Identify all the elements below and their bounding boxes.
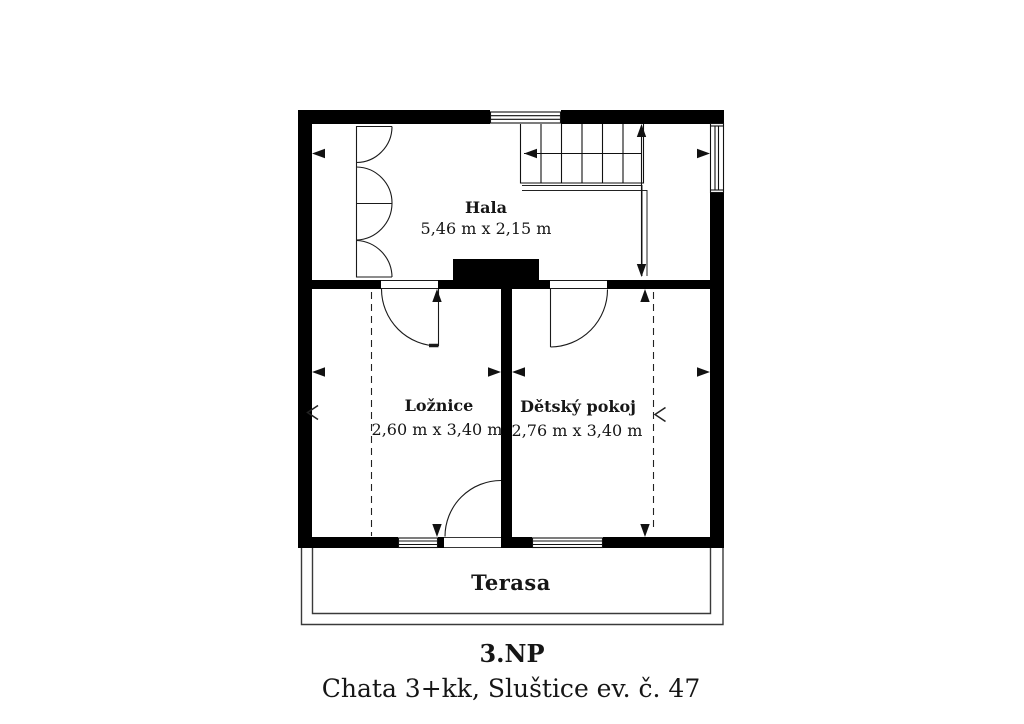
window-right: [711, 124, 724, 193]
door-terrace: [445, 481, 501, 537]
room-dims-loznice: 2,60 m x 3,40 m: [371, 420, 503, 439]
room-dims-detsky-pokoj: 2,76 m x 3,40 m: [511, 421, 643, 440]
slope-chevron-right: [655, 408, 666, 422]
window-bottom-right: [533, 538, 603, 548]
room-label-hala: Hala: [465, 198, 507, 217]
window-bottom-left: [399, 538, 438, 548]
room-label-loznice: Ložnice: [404, 396, 474, 415]
window-top: [491, 112, 561, 123]
plan-subtitle: Chata 3+kk, Sluštice ev. č. 47: [321, 674, 701, 703]
floor-title: 3.NP: [479, 639, 545, 668]
door-loznice: [382, 289, 439, 346]
wardrobe-doors: [357, 126, 393, 278]
room-dims-hala: 5,46 m x 2,15 m: [420, 219, 552, 238]
terrace-label: Terasa: [471, 570, 551, 595]
chimney: [453, 259, 539, 280]
door-detsky-pokoj: [551, 289, 608, 347]
room-label-detsky-pokoj: Dětský pokoj: [520, 397, 636, 416]
